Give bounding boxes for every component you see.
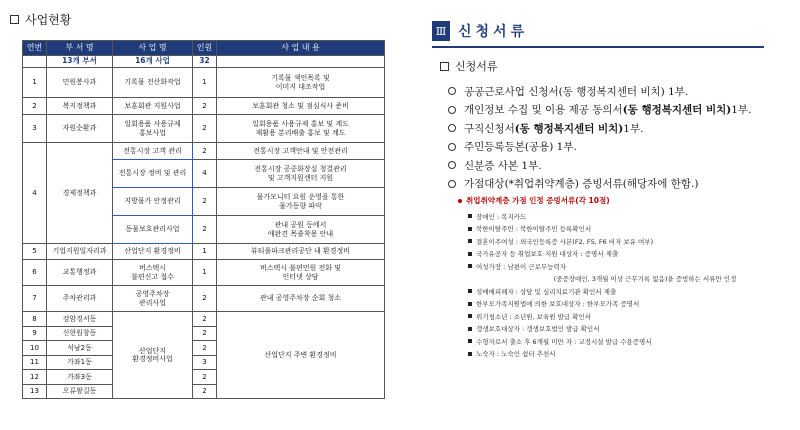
circle-bullet-icon	[448, 106, 456, 114]
header-count: 인원	[193, 41, 217, 56]
checkbox-icon	[440, 62, 449, 71]
list-item: 위기청소년 : 소년원, 보육원 발급 확인서	[468, 310, 792, 323]
table-row: 7 주차관리과 공영주차장 관리사업 2 관내 공영주차장 순회 청소	[23, 286, 385, 312]
header-dept: 부 서 명	[47, 41, 113, 56]
sub-title: 신청서류	[440, 58, 792, 74]
summary-row	[23, 56, 385, 68]
table-row: 전통시장 정비 및 관리 4 전통시장 공중화장실 청결관리 및 고객지원센터 지원	[23, 160, 385, 188]
circle-bullet-icon	[448, 124, 456, 132]
square-bullet-icon	[468, 214, 472, 218]
application-documents-section	[432, 0, 792, 360]
list-item: 한부모가족지원법에 의한 보호대상자 : 한부모가족 증명서	[468, 298, 792, 311]
table-header-row	[23, 41, 385, 56]
list-item: 갱생보호대상자 : 갱생보호법인 발급 확인서	[468, 323, 792, 336]
list-item: 결혼이주여성 : 외국인등록증 사본(F2, F5, F6 비자 보유 여부)	[468, 235, 792, 248]
table-row: 지방물가 안정관리 2 물가모니터 요원 운영을 통한 물가동향 파악	[23, 188, 385, 216]
table-row: 4 경제정책과 전통시장 고객 관리 2 전통시장 고객안내 및 안전관리	[23, 143, 385, 160]
list-item: 장애인 : 복지카드	[468, 210, 792, 223]
square-bullet-icon	[468, 302, 472, 306]
list-item: 여성가장 : 남편이 근로무능력자	[468, 260, 792, 273]
table-row: 2 복지정책과 보훈회관 지원사업 2 보훈회관 청소 및 점심식사 준비	[23, 98, 385, 115]
circle-bullet-icon	[448, 180, 456, 188]
table-row: 10 석남2동 2	[23, 341, 385, 356]
table-row: 1 민원봉사과 기록물 전산화작업 1 기록물 색인목록 및 이미지 대조작업	[23, 68, 385, 98]
list-item-note: (중증장애인, 3개월 이상 근무기록 없음)을 증빙하는 서류만 인정	[553, 275, 737, 284]
vulnerable-group-title: 취업취약계층 가점 인정 증빙서류(각 10점)	[458, 195, 792, 206]
header-content: 사 업 내 용	[217, 41, 385, 56]
title-underline	[432, 46, 764, 48]
square-bullet-icon	[468, 327, 472, 331]
summary-count: 32	[193, 56, 217, 68]
table-row: 3 자원순환과 일회용품 사용규제 홍보사업 2 일회용품 사용규제 홍보 및 계도 재활용 분리배출 홍보 및 계도	[23, 115, 385, 143]
business-table	[22, 40, 385, 399]
table-row: 9 신현원창동 2	[23, 326, 385, 341]
square-bullet-icon	[468, 352, 472, 356]
table-row: 6 교통행정과 버스택시 불편신고 접수 1 버스택시 불편민원 전화 및 인터넷 상담	[23, 260, 385, 286]
square-bullet-icon	[468, 264, 472, 268]
red-dot-icon	[458, 199, 462, 203]
list-item: 국가유공자 등 취업보호·지원 대상자 : 증명서 제출	[468, 248, 792, 261]
document-list	[448, 82, 792, 193]
vulnerable-group-list	[468, 210, 792, 360]
page-title: 신청서류	[458, 24, 529, 40]
table-row: 8 검암경서동 산업단지 환경정비사업 2 산업단지 주변 환경정비	[23, 312, 385, 327]
square-bullet-icon	[468, 289, 472, 293]
square-bullet-icon	[468, 252, 472, 256]
circle-bullet-icon	[448, 143, 456, 151]
square-bullet-icon	[468, 227, 472, 231]
table-row: 11 가좌1동 3	[23, 355, 385, 370]
table-row: 동물보호관리사업 2 관내 공원 등에서 애완견 목줄착용 안내	[23, 216, 385, 244]
table-row: 5 기업지원일자리과 산업단지 환경정비 1 뷰티풀파크관리공단 내 환경정비	[23, 244, 385, 260]
list-item: 주민등록등본(공용) 1부.	[448, 138, 792, 157]
list-item: 북한이탈주민 : 북한이탈주민 등록확인서	[468, 223, 792, 236]
roman-numeral-badge: Ⅲ	[432, 21, 450, 41]
summary-biz: 16개 사업	[113, 56, 193, 68]
list-item: 노숙자 : 노숙인 쉼터 추천서	[468, 348, 792, 361]
header-no: 연번	[23, 41, 47, 56]
merged-content-cell: 산업단지 주변 환경정비	[217, 312, 385, 399]
business-status-section	[10, 0, 382, 399]
square-bullet-icon	[468, 239, 472, 243]
section-title: 사업현황	[10, 8, 382, 30]
list-item: 가점대상(*취업취약계층) 증빙서류(해당자에 한함.)	[448, 175, 792, 194]
list-item: 신분증 사본 1부.	[448, 156, 792, 175]
square-bullet-icon	[468, 339, 472, 343]
list-item: 성매매피해자 : 상담 및 심리치료기관 확인서 제출	[468, 285, 792, 298]
section-header	[432, 20, 792, 42]
circle-bullet-icon	[448, 161, 456, 169]
merged-biz-cell: 산업단지 환경정비사업	[113, 312, 193, 399]
list-item: 공공근로사업 신청서(동 행정복지센터 비치) 1부.	[448, 82, 792, 101]
list-item: 수형자로서 출소 후 6개월 미만 자 : 교정시설 발급 수용증명서	[468, 335, 792, 348]
table-row: 12 가좌3동 2	[23, 370, 385, 385]
list-item: 개인정보 수집 및 이용 제공 동의서 (동 행정복지센터 비치) 1부.	[448, 101, 792, 120]
checkbox-icon	[10, 15, 19, 24]
circle-bullet-icon	[448, 87, 456, 95]
square-bullet-icon	[468, 314, 472, 318]
header-biz: 사 업 명	[113, 41, 193, 56]
table-row: 13 오류왕길동 2	[23, 384, 385, 399]
list-item: 구직신청서 (동 행정복지센터 비치) 1부.	[448, 119, 792, 138]
summary-dept: 13개 부서	[47, 56, 113, 68]
